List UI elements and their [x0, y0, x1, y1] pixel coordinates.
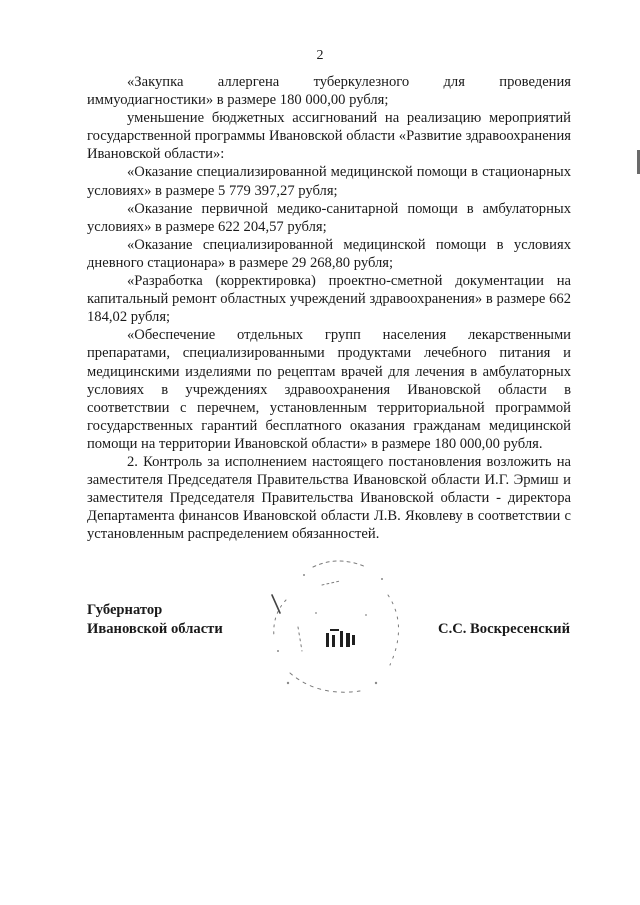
signatory-title [87, 601, 223, 639]
paragraph-design-documentation: «Разработка (корректировка) проектно-сметной документации на капитальный ремонт областных учреждений здравоохранения» в размере 662 184,02 рубля; [87, 273, 571, 326]
paragraph-day-hospital: «Оказание специализированной медицинской помощи в условиях дневного стационара» в размере 29 268,80 рубля; [87, 236, 571, 271]
paragraph-primary-care: «Оказание первичной медико-санитарной помощи в амбулаторных условиях» в размере 622 204,57 рубля; [87, 200, 571, 235]
signatory-name: С.С. Воскресенский [438, 621, 570, 637]
paragraph-medicine-provision: «Обеспечение отдельных групп населения лекарственными препаратами, специализированными продуктами лечебного питания и медицинскими изделиями по рецептам врачей для лечения в амбулаторных условиях в учреждениях здравоохранения Ивановской области в соответствии с перечнем, установленным территориальной программой государственных гарантий бесплатного оказания гражданам медицинской помощи на территории Ивановской области» в размере 180 000,00 рубля. [87, 327, 571, 452]
seal-stamp-icon [258, 555, 418, 705]
page-number: 2 [316, 48, 324, 63]
paragraph-allergen-purchase: «Закупка аллергена туберкулезного для проведения иммуодиагностики» в размере 180 000,00 рубля; [87, 74, 571, 109]
signatory-title-line1: Губернатор [87, 602, 163, 618]
signatory-title-line2: Ивановской области [87, 621, 223, 637]
document-body [87, 73, 571, 543]
paragraph-control-clause: 2. Контроль за исполнением настоящего постановления возложить на заместителя Председателя Правительства Ивановской области И.Г. Эрмиш и заместителя Председателя Правительства Ивановской области - директора Департамента финансов Ивановской области Л.В. Яковлеву в соответствии с установленным распределением обязанностей. [87, 453, 571, 543]
paragraph-budget-reduction: уменьшение бюджетных ассигнований на реализацию мероприятий государственной программы Ивановской области «Развитие здравоохранения Ивановской области»: [87, 110, 571, 163]
paragraph-inpatient-care: «Оказание специализированной медицинской помощи в стационарных условиях» в размере 5 779 397,27 рубля; [87, 164, 571, 199]
